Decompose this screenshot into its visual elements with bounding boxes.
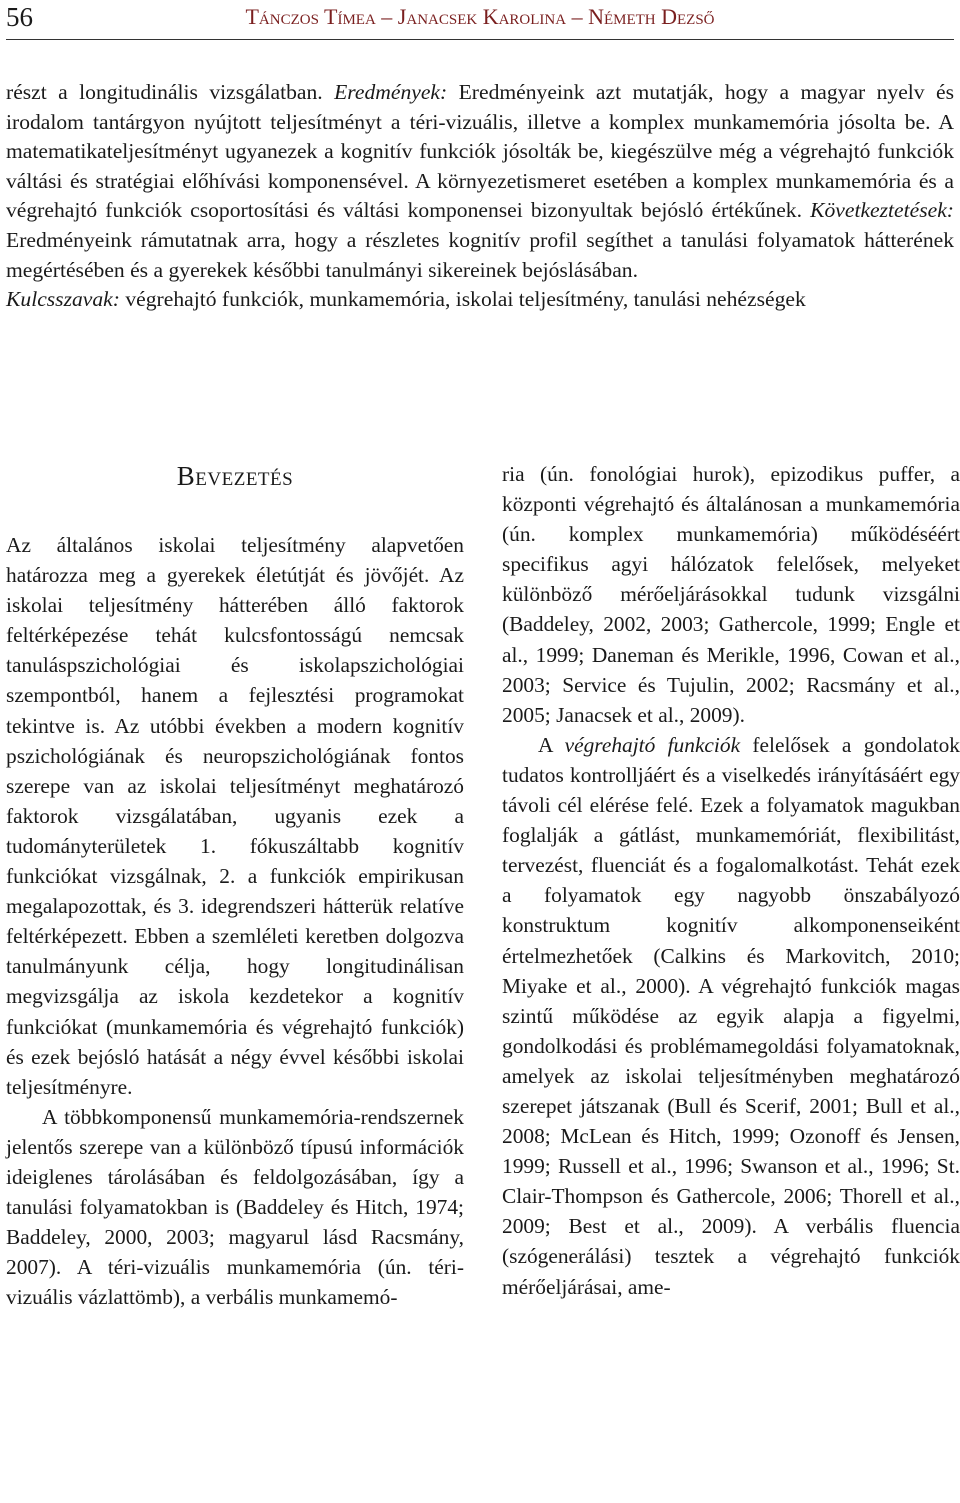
left-paragraph-2: A többkomponensű munkamemória-rendszernek jelentős szerepe van a különböző típusú információk ideiglenes tárolásában és feldolgozásában, így a tanulási folyamatokban is (Baddeley és Hitch, 1974; Baddeley, 2000, 2003; magyarul lásd Racsmány, 2007). A téri-vizuális munkamemória (ún. téri-vizuális vázlattömb), a verbális munkamemó- — [6, 1104, 464, 1310]
abstract-lead: részt a longitudinális vizsgálatban. — [6, 80, 323, 104]
conclusions-text: Eredményeink rámutatnak arra, hogy a részletes kognitív profil segíthet a tanulási folyamatok hátterének megértésében és a gyerekek későbbi tanulmányi sikereinek bejóslásában. — [6, 227, 954, 282]
keywords-text: végrehajtó funkciók, munkamemória, iskolai teljesítmény, tanulási nehézségek — [125, 287, 806, 312]
running-head: Tánczos Tímea – Janacsek Karolina – Németh Dezső — [245, 4, 715, 29]
results-label: Eredmények: — [334, 80, 448, 104]
right-paragraph-2-lead: A — [538, 732, 553, 757]
left-column — [6, 448, 464, 1312]
abstract-paragraph — [6, 78, 954, 285]
section-title: Bevezetés — [176, 461, 294, 491]
right-paragraph-1: ria (ún. fonológiai hurok), epizodikus puffer, a központi végrehajtó és általánosan a munkamemória (ún. komplex munkamemória) működéséért specifikus agyi hálózatok felelősek, melyeket különböző mérőeljárásokkal tudunk vizsgálni (Baddeley, 2002, 2003; Gathercole, 1999; Engle et al., 1999; Daneman és Merikle, 1996, Cowan et al., 2003; Service és Tujulin, 2002; Racsmány et al., 2005; Janacsek et al., 2009). — [502, 462, 960, 727]
executive-functions-term: végrehajtó funkciók — [564, 732, 741, 757]
right-paragraph-2-text: felelősek a gondolatok tudatos kontrollјáért és a viselkedés irányításáért egy távoli cél elérése felé. Ezek a folyamatok magukban foglalják a gátlást, munkamemóriát, flexibilitást, tervezést, fluenciát és a fogalomalkotást. Tehát ezek a folyamatok egy nagyobb önszabályozó konstruktum kognitív alkomponenseiként értelmezhetőek (Calkins és Markovitch, 2010; Miyake et al., 2000). A végrehajtó funkciók magas szintű működése az egyik alapja a figyelmi, gondolkodási és problémamegoldási folyamatoknak, amelyek az iskolai teljesítményben meghatározó szerepet játszanak (Bull és Scerif, 2001; Bull et al., 2008; McLean és Hitch, 1999; Ozonoff és Jensen, 1999; Russell et al., 1996; Swanson et al., 1996; St. Clair-Thompson és Gathercole, 2006; Thorell et al., 2009; Best et al., 2009). A verbális fluencia (szógenerálási) tesztek a végrehajtó funkciók mérőeljárásai, ame- — [502, 732, 960, 1299]
keywords — [6, 285, 954, 315]
conclusions-label: Következtetések: — [810, 198, 954, 223]
results-text: Eredményeink azt mutatják, hogy a magyar nyelv és irodalom tantárgyon nyújtott teljesítményt a téri-vizuális, illetve a komplex munkamemória jósolta be. A matematikateljesítményt ugyanezek a kognitív funkciók jósolták be, kiegészülve még a végrehajtó funkciók váltási és stratégiai előhívási komponensével. A környezetismeret esetében a komplex munkamemória és a végrehajtó funkciók csoportosítási és váltási komponensei bizonyultak bejósló értékűnek. — [6, 80, 955, 223]
abstract — [6, 78, 954, 315]
keywords-label: Kulcsszavak: — [6, 287, 120, 312]
header-rule — [6, 39, 954, 40]
right-paragraph-2 — [502, 730, 960, 1302]
page-number: 56 — [6, 2, 33, 32]
right-column — [502, 459, 960, 1302]
left-paragraph-1: Az általános iskolai teljesítmény alapvetően határozza meg a gyerekek életútját és jövőjét. Az iskolai teljesítmény hátterében álló faktorok feltérképezése tehát kulcsfontosságú nemcsak tanuláspszichológiai és iskolapszichológiai szempontból, hanem a fejlesztési programokat tekintve is. Az utóbbi években a modern kognitív pszichológiának és neuropszichológiának fontos szerepe van az iskolai teljesítményt meghatározó faktorok vizsgálatában, ugyanis ezek a tudományterületek 1. fókuszáltabb kognitív funkciókat vizsgálnak, 2. a funkciók empirikusan megalapozottak, és 3. idegrendszeri hátterük relatíve feltérképezett. Ebben a szemléleti keretben dolgozva tanulmányunk célja, hogy longitudinálisan megvizsgálja az iskola kezdetekor a kognitív funkciókat (munkamemória és végrehajtó funkciók) és ezek bejósló hatását a négy évvel későbbi iskolai teljesítményre. — [6, 533, 464, 1099]
page-header — [6, 0, 954, 34]
